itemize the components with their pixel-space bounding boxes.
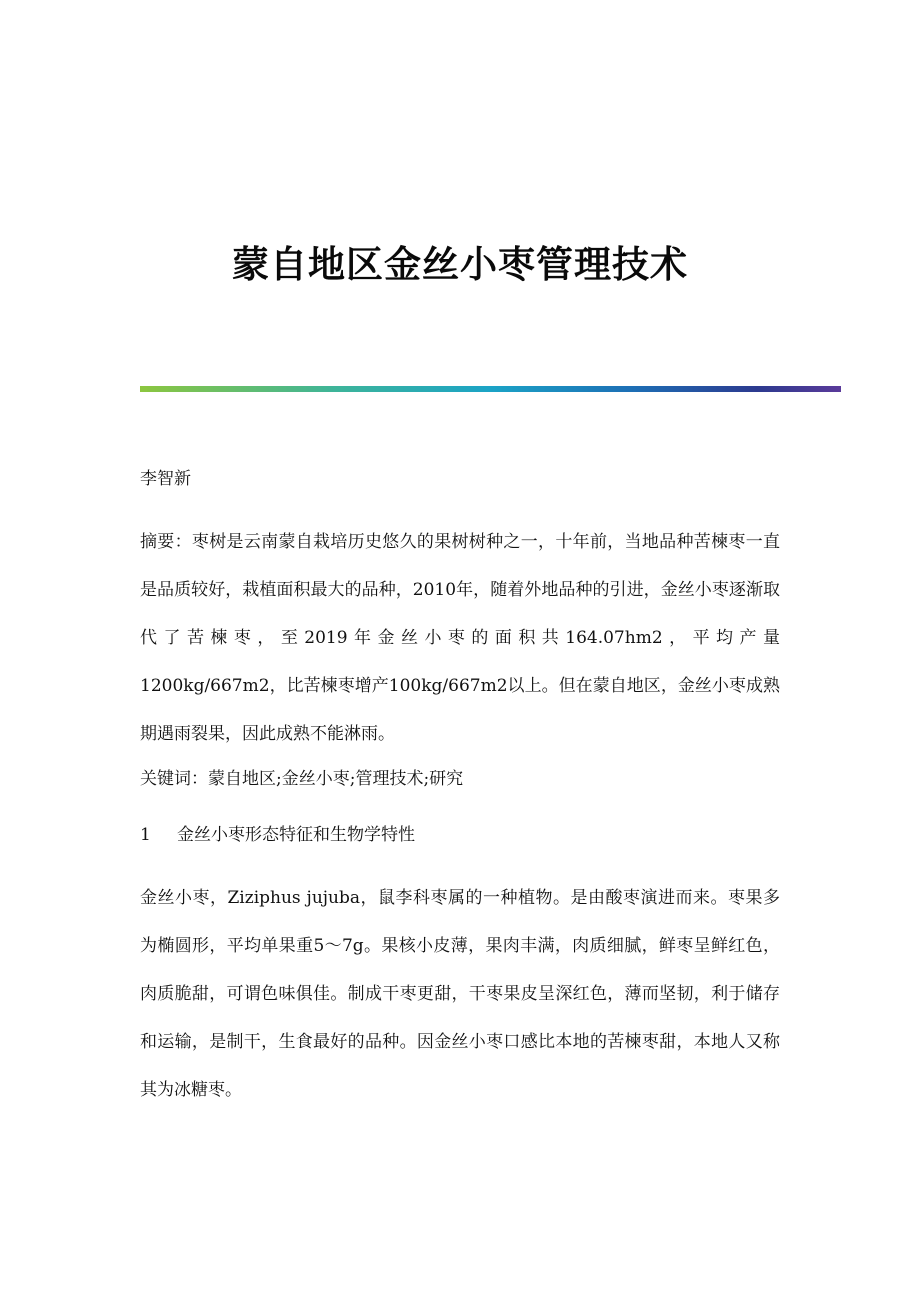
section-number: 1	[140, 825, 151, 845]
title-divider	[140, 386, 841, 392]
section-title: 金丝小枣形态特征和生物学特性	[177, 825, 415, 845]
abstract-paragraph: 摘要：枣树是云南蒙自栽培历史悠久的果树树种之一，十年前，当地品种苦楝枣一直是品质较好，栽植面积最大的品种，2010年，随着外地品种的引进，金丝小枣逐渐取代了苦楝枣，至2019年金丝小枣的面积共164.07hm2，平均产量1200kg/667m2，比苦楝枣增产100kg/667m2以上。但在蒙自地区，金丝小枣成熟期遇雨裂果，因此成熟不能淋雨。	[140, 532, 780, 744]
section-heading	[140, 818, 780, 852]
keywords-line: 关键词：蒙自地区;金丝小枣;管理技术;研究	[140, 769, 464, 789]
document-body	[140, 462, 780, 1114]
body-paragraph: 金丝小枣，Ziziphus jujuba，鼠李科枣属的一种植物。是由酸枣演进而来。枣果多为椭圆形，平均单果重5～7g。果核小皮薄，果肉丰满，肉质细腻，鲜枣呈鲜红色，肉质脆甜，可谓色味俱佳。制成干枣更甜，干枣果皮呈深红色，薄而坚韧，利于储存和运输，是制干，生食最好的品种。因金丝小枣口感比本地的苦楝枣甜，本地人又称其为冰糖枣。	[140, 888, 780, 1100]
document-title: 蒙自地区金丝小枣管理技术	[232, 242, 688, 286]
author-name: 李智新	[140, 469, 191, 489]
